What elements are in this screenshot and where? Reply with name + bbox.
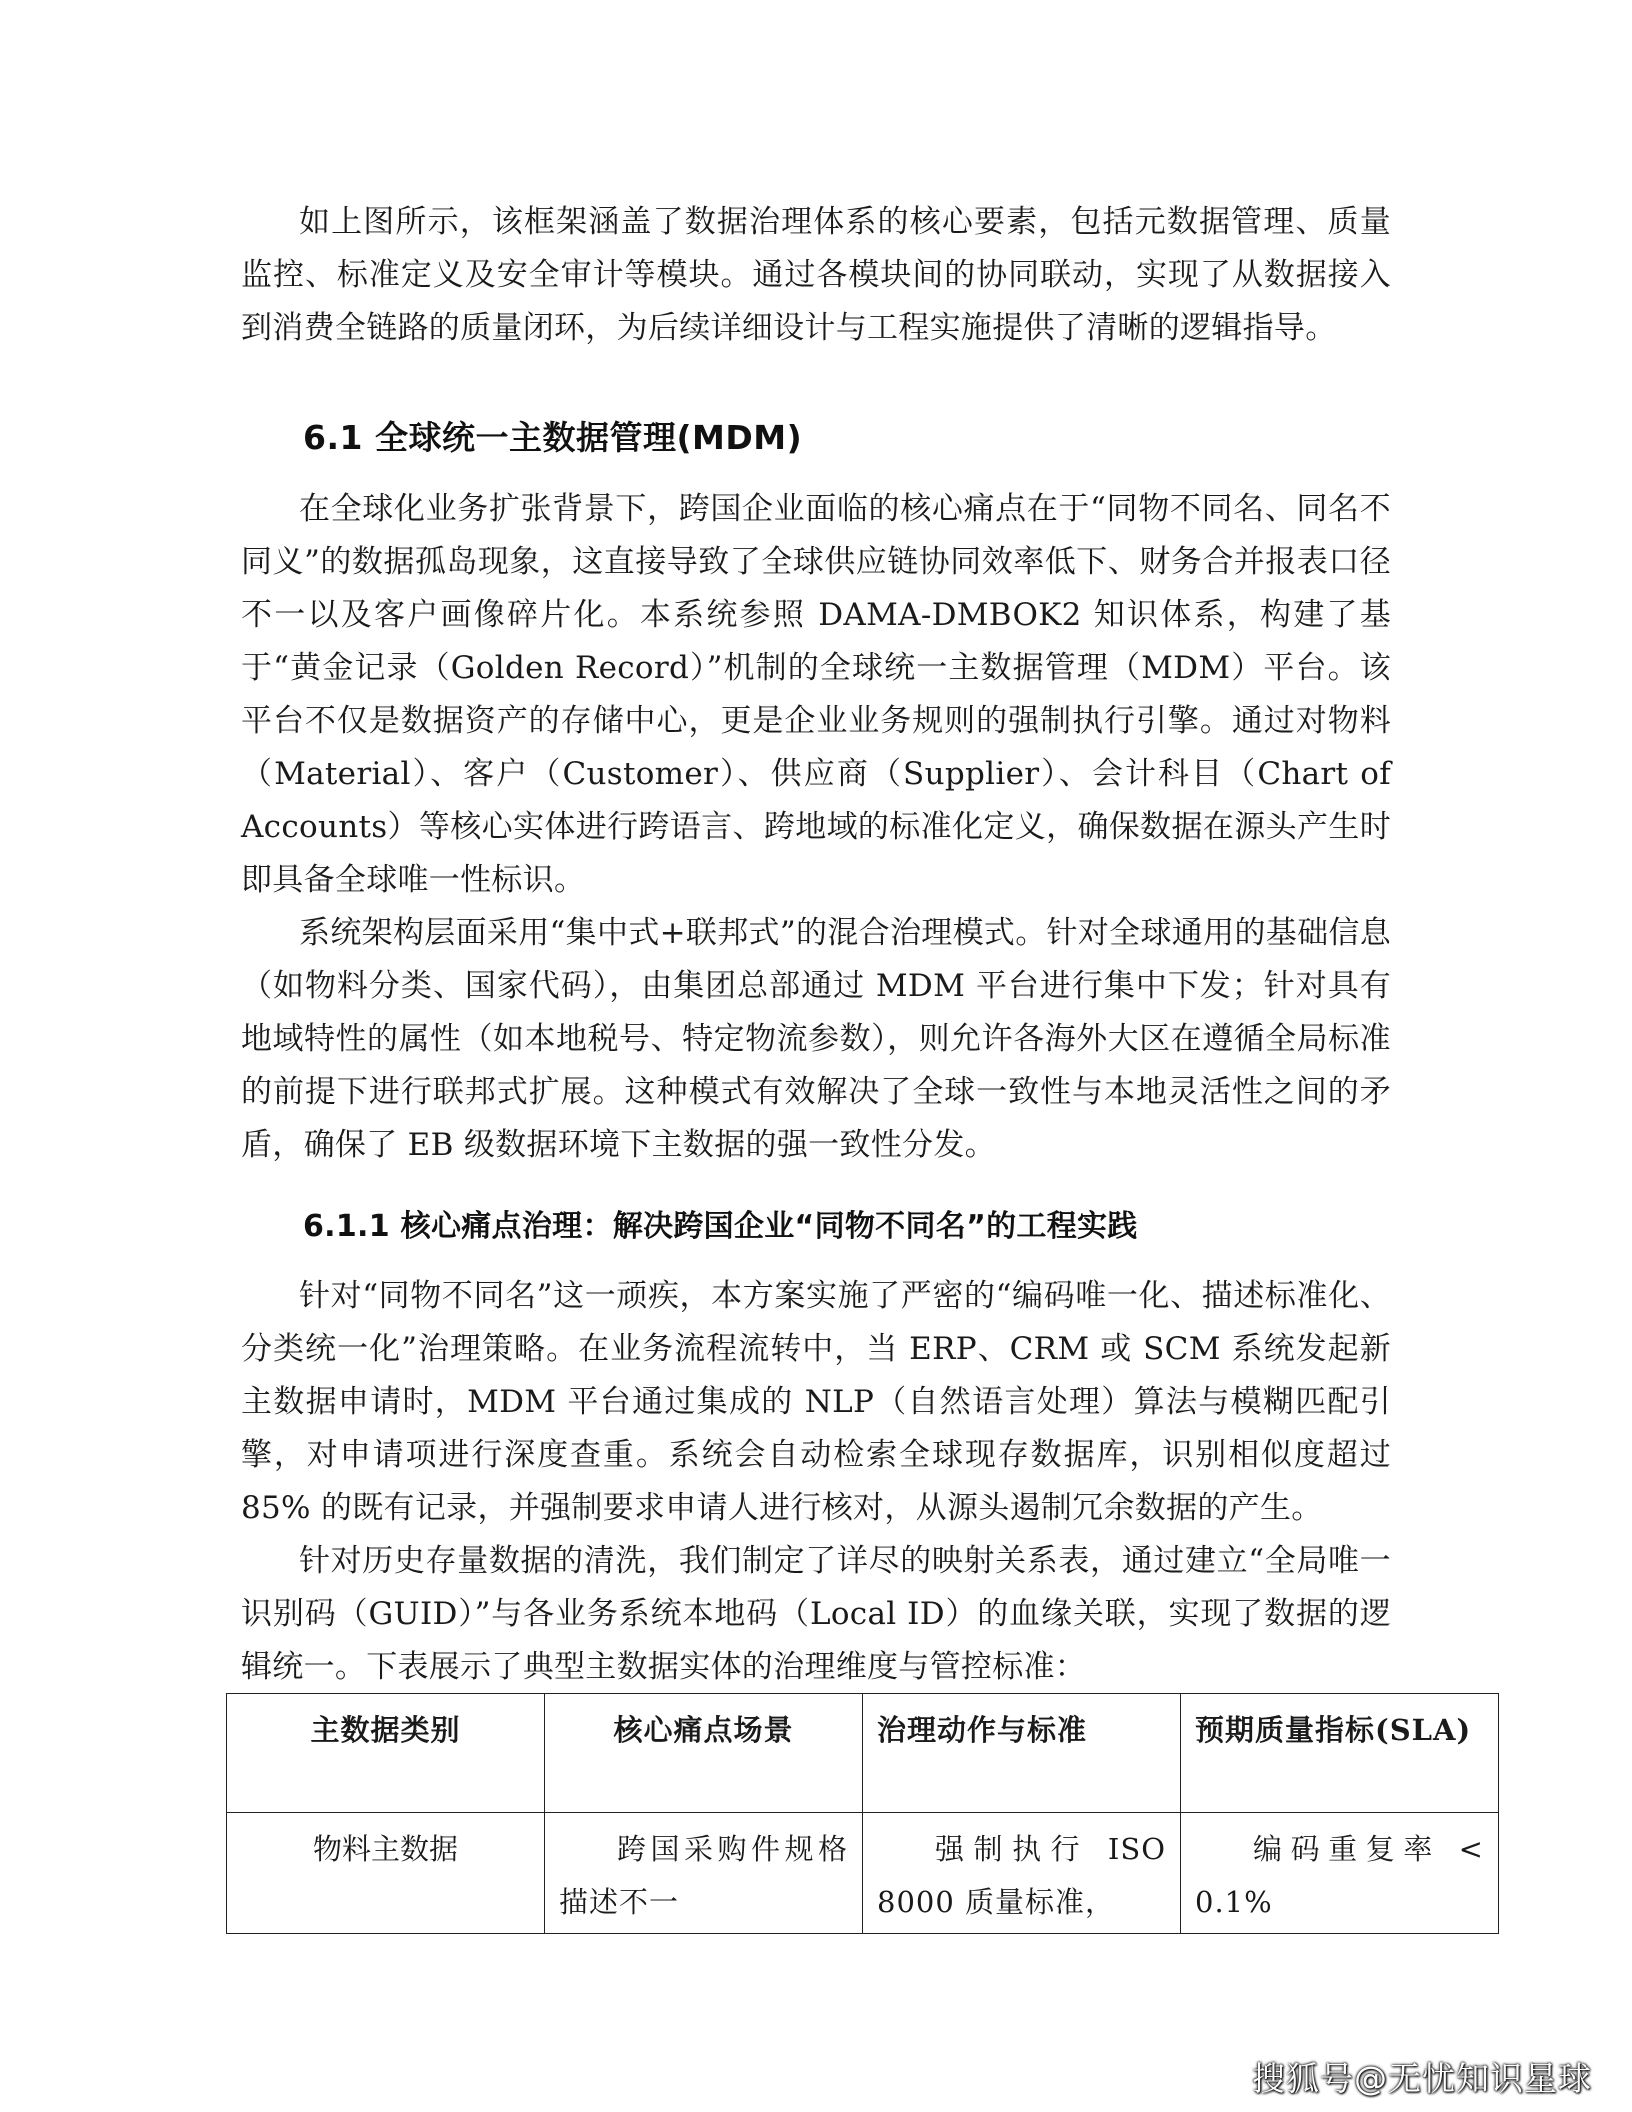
- table-cell-category: 物料主数据: [227, 1813, 545, 1934]
- table-cell-sla: 编码重复率 < 0.1%: [1181, 1813, 1499, 1934]
- master-data-table: [226, 1693, 1499, 1934]
- table-row: [227, 1813, 1499, 1934]
- table-header-sla: 预期质量指标(SLA): [1181, 1694, 1499, 1813]
- paragraph-mdm-1: 在全球化业务扩张背景下，跨国企业面临的核心痛点在于“同物不同名、同名不同义”的数据孤岛现象，这直接导致了全球供应链协同效率低下、财务合并报表口径不一以及客户画像碎片化。本系统参照 DAMA-DMBOK2 知识体系，构建了基于“黄金记录（Golden Record）”机制的全球统一主数据管理（MDM）平台。该平台不仅是数据资产的存储中心，更是企业业务规则的强制执行引擎。通过对物料（Material）、客户（Customer）、供应商（Supplier）、会计科目（Chart of Accounts）等核心实体进行跨语言、跨地域的标准化定义，确保数据在源头产生时即具备全球唯一性标识。: [241, 491, 1391, 898]
- paragraph-mdm-2: 系统架构层面采用“集中式+联邦式”的混合治理模式。针对全球通用的基础信息（如物料分类、国家代码），由集团总部通过 MDM 平台进行集中下发；针对具有地域特性的属性（如本地税号、特定物流参数），则允许各海外大区在遵循全局标准的前提下进行联邦式扩展。这种模式有效解决了全球一致性与本地灵活性之间的矛盾，确保了 EB 级数据环境下主数据的强一致性分发。: [241, 915, 1391, 1163]
- paragraph-practice-1: 针对“同物不同名”这一顽疾，本方案实施了严密的“编码唯一化、描述标准化、分类统一化”治理策略。在业务流程流转中，当 ERP、CRM 或 SCM 系统发起新主数据申请时，MDM 平台通过集成的 NLP（自然语言处理）算法与模糊匹配引擎，对申请项进行深度查重。系统会自动检索全球现存数据库，识别相似度超过 85% 的既有记录，并强制要求申请人进行核对，从源头遏制冗余数据的产生。: [241, 1278, 1391, 1526]
- table-header-pain-point: 核心痛点场景: [545, 1694, 863, 1813]
- subsection-heading: 6.1.1 核心痛点治理：解决跨国企业“同物不同名”的工程实践: [303, 1209, 1138, 1244]
- section-heading: 6.1 全球统一主数据管理(MDM): [303, 418, 803, 457]
- paragraph-practice-2: 针对历史存量数据的清洗，我们制定了详尽的映射关系表，通过建立“全局唯一识别码（GUID）”与各业务系统本地码（Local ID）的血缘关联，实现了数据的逻辑统一。下表展示了典型主数据实体的治理维度与管控标准：: [241, 1543, 1391, 1685]
- watermark-text: 搜狐号@无忧知识星球: [1252, 2059, 1592, 2098]
- table-header-row: [227, 1694, 1499, 1813]
- table-header-governance: 治理动作与标准: [863, 1694, 1181, 1813]
- paragraph-intro: 如上图所示，该框架涵盖了数据治理体系的核心要素，包括元数据管理、质量监控、标准定义及安全审计等模块。通过各模块间的协同联动，实现了从数据接入到消费全链路的质量闭环，为后续详细设计与工程实施提供了清晰的逻辑指导。: [241, 204, 1391, 346]
- table-cell-governance: 强制执行 ISO 8000 质量标准，: [863, 1813, 1181, 1934]
- table-header-category: 主数据类别: [227, 1694, 545, 1813]
- table-cell-pain-point: 跨国采购件规格描述不一: [545, 1813, 863, 1934]
